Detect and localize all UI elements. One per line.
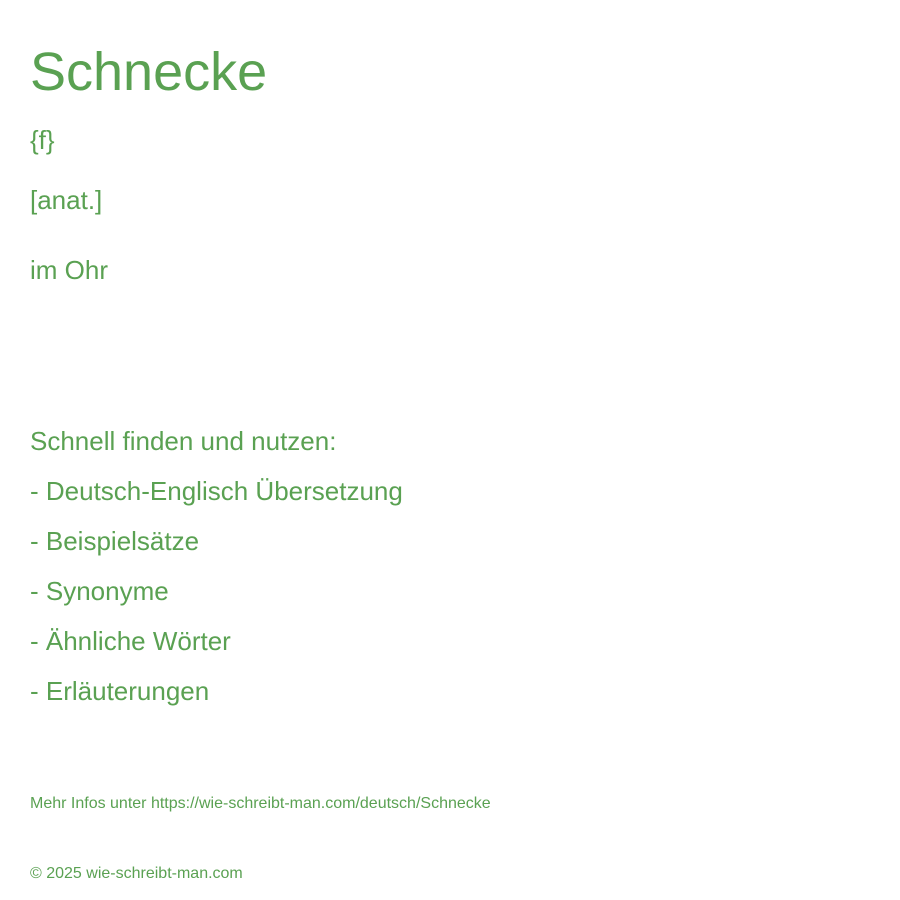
grammatical-gender: {f} <box>30 125 55 155</box>
page-title: Schnecke <box>30 42 268 102</box>
more-info-line <box>30 794 491 814</box>
more-info-link[interactable]: https://wie-schreibt-man.com/deutsch/Schnecke <box>150 795 491 812</box>
definition-text: im Ohr <box>30 255 108 285</box>
feature-item-example-sentences: - Beispielsätze <box>30 526 200 556</box>
copyright-notice: © 2025 wie-schreibt-man.com <box>30 865 243 882</box>
feature-item-similar-words: - Ähnliche Wörter <box>30 626 231 656</box>
more-info-prefix: Mehr Infos unter <box>30 795 151 812</box>
feature-item-translation: - Deutsch-Englisch Übersetzung <box>30 476 403 506</box>
subject-field-label: [anat.] <box>30 185 103 215</box>
feature-list <box>30 474 403 724</box>
feature-item-synonyms: - Synonyme <box>30 576 169 606</box>
feature-item-explanations: - Erläuterungen <box>30 676 210 706</box>
promo-heading: Schnell finden und nutzen: <box>30 426 337 456</box>
